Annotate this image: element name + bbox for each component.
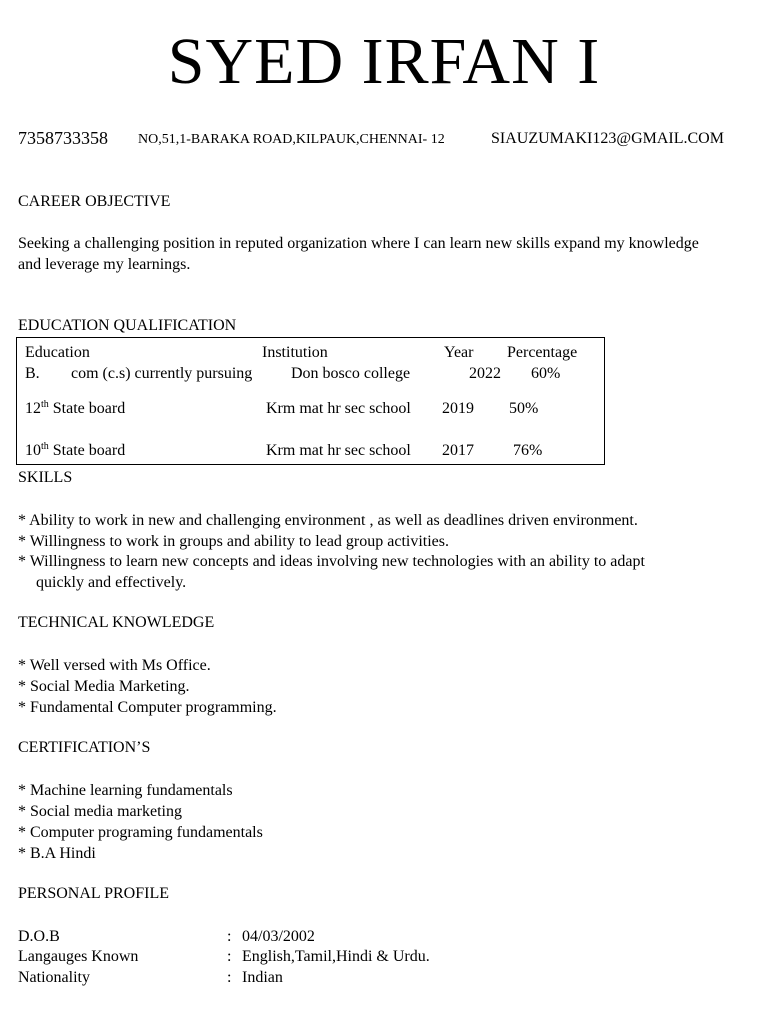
table-cell-education: B. <box>25 365 40 382</box>
table-cell-year: 2019 <box>442 400 474 417</box>
skill-item: * Willingness to learn new concepts and ideas involving new technologies with an ability to adapt <box>18 553 645 570</box>
board-name: State board <box>48 400 126 417</box>
column-header-year: Year <box>444 344 474 361</box>
certifications-heading: CERTIFICATION’S <box>18 739 151 756</box>
email-address: SIAUZUMAKI123@GMAIL.COM <box>491 130 724 147</box>
profile-colon: : <box>227 928 232 945</box>
candidate-name: SYED IRFAN I <box>167 25 601 98</box>
profile-label-dob: D.O.B <box>18 928 60 945</box>
personal-profile-heading: PERSONAL PROFILE <box>18 885 169 902</box>
technical-item: * Well versed with Ms Office. <box>18 657 211 674</box>
table-cell-percentage: 60% <box>531 365 561 382</box>
profile-label-languages: Langauges Known <box>18 948 139 965</box>
certification-item: * B.A Hindi <box>18 845 96 862</box>
technical-item: * Fundamental Computer programming. <box>18 699 277 716</box>
grade-suffix: th <box>41 399 49 410</box>
table-cell-year: 2017 <box>442 442 474 459</box>
technical-knowledge-heading: TECHNICAL KNOWLEDGE <box>18 614 215 631</box>
table-cell-education <box>25 399 125 419</box>
profile-colon: : <box>227 969 232 986</box>
skill-item-continuation: quickly and effectively. <box>36 574 187 591</box>
grade-suffix: th <box>41 441 49 452</box>
grade-number: 10 <box>25 442 41 459</box>
profile-value-nationality: Indian <box>242 969 283 986</box>
education-table <box>16 337 605 465</box>
table-cell-education-detail: com (c.s) currently pursuing <box>71 365 253 382</box>
career-objective-text: Seeking a challenging position in reputed organization where I can learn new skills expand my knowledge and leverage my learnings. <box>18 235 699 273</box>
career-objective-heading: CAREER OBJECTIVE <box>18 193 171 210</box>
technical-item: * Social Media Marketing. <box>18 678 190 695</box>
column-header-percentage: Percentage <box>507 344 578 361</box>
profile-value-dob: 04/03/2002 <box>242 928 315 945</box>
table-cell-year: 2022 <box>469 365 501 382</box>
board-name: State board <box>48 442 126 459</box>
table-cell-education <box>25 441 125 461</box>
skill-item: * Willingness to work in groups and ability to lead group activities. <box>18 533 449 550</box>
certification-item: * Computer programing fundamentals <box>18 824 263 841</box>
table-cell-percentage: 76% <box>513 442 543 459</box>
table-cell-institution: Don bosco college <box>291 365 411 382</box>
table-cell-institution: Krm mat hr sec school <box>266 442 411 459</box>
profile-value-languages: English,Tamil,Hindi & Urdu. <box>242 948 430 965</box>
address: NO,51,1-BARAKA ROAD,KILPAUK,CHENNAI- 12 <box>138 132 445 147</box>
table-cell-percentage: 50% <box>509 400 539 417</box>
column-header-institution: Institution <box>262 344 328 361</box>
column-header-education: Education <box>25 344 90 361</box>
table-cell-institution: Krm mat hr sec school <box>266 400 411 417</box>
certification-item: * Social media marketing <box>18 803 182 820</box>
grade-number: 12 <box>25 400 41 417</box>
profile-label-nationality: Nationality <box>18 969 90 986</box>
certification-item: * Machine learning fundamentals <box>18 782 233 799</box>
profile-colon: : <box>227 948 232 965</box>
skill-item: * Ability to work in new and challenging environment , as well as deadlines driven environment. <box>18 512 638 529</box>
phone-number: 7358733358 <box>18 128 108 148</box>
skills-heading: SKILLS <box>18 469 73 486</box>
education-heading: EDUCATION QUALIFICATION <box>18 317 237 334</box>
